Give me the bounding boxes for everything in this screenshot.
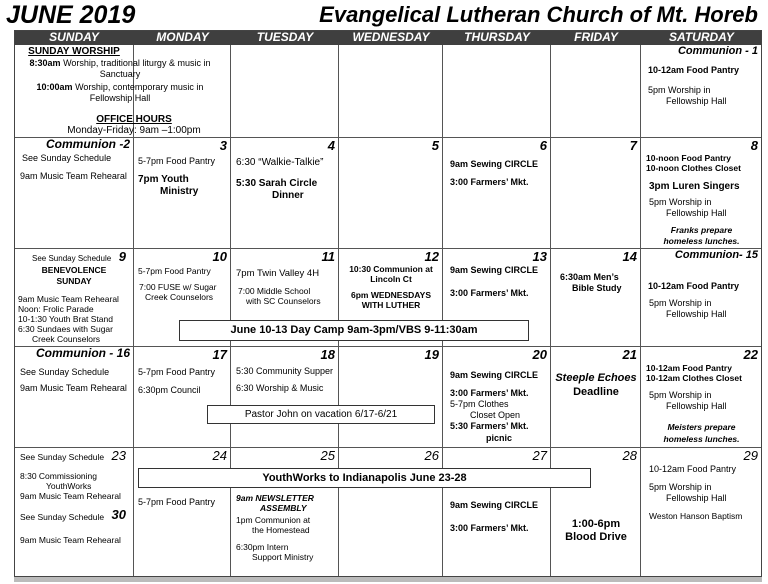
day-number: 25 [320, 448, 335, 463]
event: 10-12am Food Pantry [646, 363, 732, 373]
event: 10-noon Food Pantry [646, 153, 731, 163]
event: 6:30pm Council [138, 385, 201, 395]
event: 5-7pm Food Pantry [138, 266, 211, 276]
day-number: 19 [424, 347, 439, 362]
day-number: 13 [532, 249, 547, 264]
event: Fellowship Hall [666, 208, 727, 218]
worship-time-1: 8:30am [29, 58, 61, 68]
event: 7pm Twin Valley 4H [236, 268, 320, 279]
event: Creek Counselors [32, 334, 101, 344]
calendar-shadow [14, 577, 762, 582]
day-number: 22 [743, 347, 758, 362]
day-number: 20 [532, 347, 547, 362]
event: 5pm Worship in [649, 482, 712, 492]
june-2-label: Communion -2 [46, 137, 130, 151]
event: Franks prepare [670, 225, 733, 235]
day-number: 11 [321, 249, 335, 264]
youthworks-banner: YouthWorks to Indianapolis June 23-28 [138, 468, 591, 488]
event: 3pm Luren Singers [649, 181, 740, 192]
event: 10-12am Food Pantry [648, 281, 740, 291]
event: with SC Counselors [246, 296, 321, 306]
event: Deadline [573, 386, 619, 398]
event: 10-12am Food Pantry [648, 65, 740, 75]
event: See Sunday Schedule [20, 452, 105, 462]
event: 9am Sewing CIRCLE [450, 159, 539, 169]
cell-empty [443, 45, 551, 138]
vacation-banner: Pastor John on vacation 6/17-6/21 [207, 405, 435, 424]
event: Blood Drive [565, 531, 627, 543]
day-number: 21 [622, 347, 637, 362]
event: BENEVOLENCE [41, 265, 107, 275]
day-number: 28 [622, 448, 637, 463]
event: WITH LUTHER [361, 300, 421, 310]
worship-line-1 [16, 58, 224, 80]
event: 1:00-6pm [571, 518, 621, 530]
event: 3:00 Farmers’ Mkt. [450, 288, 529, 298]
cell-june-18 [231, 347, 339, 448]
event: picnic [486, 433, 513, 443]
event: 3:00 Farmers’ Mkt. [450, 388, 529, 398]
event: 5:30 Community Supper [236, 366, 334, 376]
event: 6:30 Sundaes with Sugar [18, 324, 113, 334]
june-16-label: Communion - 16 [35, 346, 130, 360]
event: 5:30 Sarah Circle [236, 178, 318, 189]
day-number: 6 [539, 138, 547, 153]
event: Fellowship Hall [666, 309, 727, 319]
event: 10-12am Food Pantry [649, 464, 737, 474]
day-number: 18 [320, 347, 335, 362]
day-number: 29 [743, 448, 758, 463]
event: 9am Music Team Rehearal [18, 294, 119, 304]
day-number: 3 [219, 138, 227, 153]
event: Closet Open [470, 410, 521, 420]
worship-desc-2: Worship, contemporary music in Fellowship Hall [72, 82, 204, 103]
event: SUNDAY [56, 276, 92, 286]
day-header-monday: MONDAY [134, 30, 231, 45]
event: Fellowship Hall [666, 401, 727, 411]
day-camp-banner: June 10-13 Day Camp 9am-3pm/VBS 9-11:30am [179, 320, 529, 341]
worship-line-2 [22, 82, 218, 104]
day-number: 26 [424, 448, 439, 463]
event: Fellowship Hall [666, 96, 727, 106]
worship-time-2: 10:00am [36, 82, 73, 92]
event: 7pm Youth [138, 174, 189, 185]
event: YouthWorks [46, 481, 92, 491]
event: Dinner [272, 190, 304, 201]
event: 7:00 Middle School [238, 286, 311, 296]
event: Bible Study [572, 283, 622, 293]
event: homeless lunches. [663, 434, 740, 444]
event: 1pm Communion at [236, 515, 311, 525]
day-header-sunday: SUNDAY [14, 30, 134, 45]
event: 10-1:30 Youth Brat Stand [18, 314, 113, 324]
cell-june-16 [14, 347, 134, 448]
event: 5-7pm Clothes [450, 399, 509, 409]
cell-june-7 [551, 138, 641, 249]
event: Lincoln Ct [370, 274, 412, 284]
event: 5-7pm Food Pantry [138, 367, 216, 377]
event: ASSEMBLY [260, 503, 307, 513]
june-1-label: Communion - 1 [677, 45, 758, 57]
event: 5pm Worship in [649, 197, 712, 207]
event: 9am Music Team Rehearal [20, 491, 121, 501]
event: 5-7pm Food Pantry [138, 156, 216, 166]
event: Ministry [160, 186, 199, 197]
day-number: 7 [629, 138, 637, 153]
event: 6:30 “Walkie-Talkie” [236, 157, 324, 168]
event: See Sunday Schedule [32, 254, 112, 263]
day-number: 24 [212, 448, 227, 463]
event: Steeple Echoes [555, 372, 637, 384]
day-number: 9 [118, 249, 126, 264]
cell-june-5 [339, 138, 443, 249]
day-number: 10 [212, 249, 227, 264]
event: 10-noon Clothes Closet [646, 163, 741, 173]
event: Support Ministry [252, 552, 314, 562]
event: homeless lunches. [663, 236, 740, 246]
worship-desc-1: Worship, traditional liturgy & music in Sanctuary [60, 58, 211, 79]
day-number: 12 [424, 249, 439, 264]
event: 9am Sewing CIRCLE [450, 265, 539, 275]
day-number: 30 [111, 507, 126, 522]
event: 10-12am Clothes Closet [646, 373, 742, 383]
event: 5pm Worship in [649, 390, 712, 400]
day-header-thursday: THURSDAY [443, 30, 551, 45]
day-number: 5 [431, 138, 439, 153]
event: 3:00 Farmers’ Mkt. [450, 523, 529, 533]
event: 9am Music Team Rehearal [20, 171, 127, 181]
event: Fellowship Hall [666, 493, 727, 503]
event: 7:00 FUSE w/ Sugar [139, 282, 217, 292]
day-number: 27 [532, 448, 547, 463]
event: Weston Hanson Baptism [649, 511, 743, 521]
event: 5pm Worship in [648, 85, 711, 95]
day-number: 8 [750, 138, 758, 153]
day-number: 4 [327, 138, 335, 153]
day-header-wednesday: WEDNESDAY [339, 30, 443, 45]
event: 5pm Worship in [649, 298, 712, 308]
day-header-tuesday: TUESDAY [231, 30, 339, 45]
event: Creek Counselors [145, 292, 214, 302]
event: Meisters prepare [667, 422, 736, 432]
event: 9am Sewing CIRCLE [450, 370, 539, 380]
event: See Sunday Schedule [20, 512, 105, 522]
cell-june-17 [134, 347, 231, 448]
day-number: 14 [622, 249, 637, 264]
day-header-friday: FRIDAY [551, 30, 641, 45]
cell-empty [551, 45, 641, 138]
event: See Sunday Schedule [20, 367, 110, 377]
event: 9am NEWSLETTER [236, 493, 314, 503]
day-header-saturday: SATURDAY [641, 30, 762, 45]
event: 8:30 Commissioning [20, 471, 98, 481]
worship-title: SUNDAY WORSHIP [28, 46, 120, 57]
month-title: JUNE 2019 [6, 1, 136, 29]
event: 3:00 Farmers’ Mkt. [450, 177, 529, 187]
day-number: 17 [212, 347, 227, 362]
june-15-label: Communion- 15 [674, 249, 758, 261]
event: 6:30 Worship & Music [236, 383, 324, 393]
event: Noon: Frolic Parade [18, 304, 94, 314]
event: 6:30pm Intern [236, 542, 289, 552]
event: See Sunday Schedule [22, 153, 112, 163]
day-number: 23 [111, 448, 126, 463]
cell-june-6 [443, 138, 551, 249]
event: 6:30am Men’s [560, 272, 619, 282]
event: 5:30 Farmers’ Mkt. [450, 421, 529, 431]
event: 9am Music Team Rehearal [20, 383, 127, 393]
cell-june-19 [339, 347, 443, 448]
event: 5-7pm Food Pantry [138, 497, 216, 507]
event: 9am Music Team Rehearal [20, 535, 121, 545]
office-hours: Monday-Friday: 9am –1:00pm [67, 125, 201, 136]
event: the Homestead [252, 525, 310, 535]
event: 6pm WEDNESDAYS [351, 290, 431, 300]
cell-empty [339, 45, 443, 138]
event: 10:30 Communion at [349, 264, 433, 274]
church-name: Evangelical Lutheran Church of Mt. Horeb [319, 2, 758, 27]
office-hours-title: OFFICE HOURS [96, 114, 172, 125]
event: 9am Sewing CIRCLE [450, 500, 539, 510]
